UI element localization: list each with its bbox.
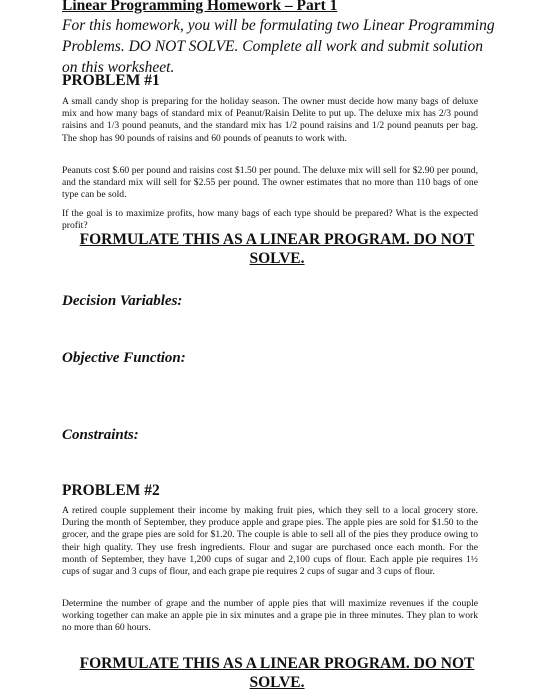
problem-1-paragraph-3: If the goal is to maximize profits, how many bags of each type should be prepared? What is the expected profit? [62, 208, 478, 232]
problem-2-formulate-heading: FORMULATE THIS AS A LINEAR PROGRAM. DO NOT SOLVE. [79, 655, 475, 691]
problem-2-paragraph-2: Determine the number of grape and the number of apple pies that will maximize revenues if the couple working together can make an apple pie in six minutes and a grape pie in three minutes. They plan to work no more than 60 hours. [62, 598, 478, 634]
problem-1-heading: PROBLEM #1 [62, 72, 160, 89]
problem-1-paragraph-2: Peanuts cost $.60 per pound and raisins cost $1.50 per pound. The deluxe mix will sell for $2.90 per pound, and the standard mix will sell for $2.55 per pound. The owner estimates that no more than 110 bags of one type can be sold. [62, 165, 478, 201]
problem-2-heading: PROBLEM #2 [62, 482, 160, 499]
problem-2-paragraph-1: A retired couple supplement their income by making fruit pies, which they sell to a local grocery store. During the month of September, they produce apple and grape pies. The apple pies are sold for $1.50 to the grocer, and the grape pies are sold for $1.20. The couple is able to sell all of the pies they produce owing to their high quality. They use fresh ingredients. Flour and sugar are purchased once each month. For the month of September, they have 1,200 cups of sugar and 2,100 cups of flour. Each apple pie requires 1½ cups of sugar and 3 cups of flour, and each grape pie requires 2 cups of sugar and 3 cups of flour. [62, 505, 478, 578]
problem-1-paragraph-1: A small candy shop is preparing for the holiday season. The owner must decide how many bags of deluxe mix and how many bags of standard mix of Peanut/Raisin Delite to put up. The deluxe mix has 2/3 pound raisins and 1/3 pound peanuts, and the standard mix has 1/2 pound raisins and 1/2 pound peanuts per bag. The shop has 90 pounds of raisins and 60 pounds of peanuts to work with. [62, 96, 478, 144]
decision-variables-label: Decision Variables: [62, 293, 183, 309]
problem-1-formulate-heading: FORMULATE THIS AS A LINEAR PROGRAM. DO NOT SOLVE. [79, 231, 475, 267]
page-title: Linear Programming Homework – Part 1 [62, 0, 338, 14]
constraints-label: Constraints: [62, 427, 139, 443]
instructions-text: For this homework, you will be formulating two Linear Programming Problems. DO NOT SOLVE. Complete all work and submit solution on this worksheet. [62, 17, 495, 76]
objective-function-label: Objective Function: [62, 350, 186, 366]
